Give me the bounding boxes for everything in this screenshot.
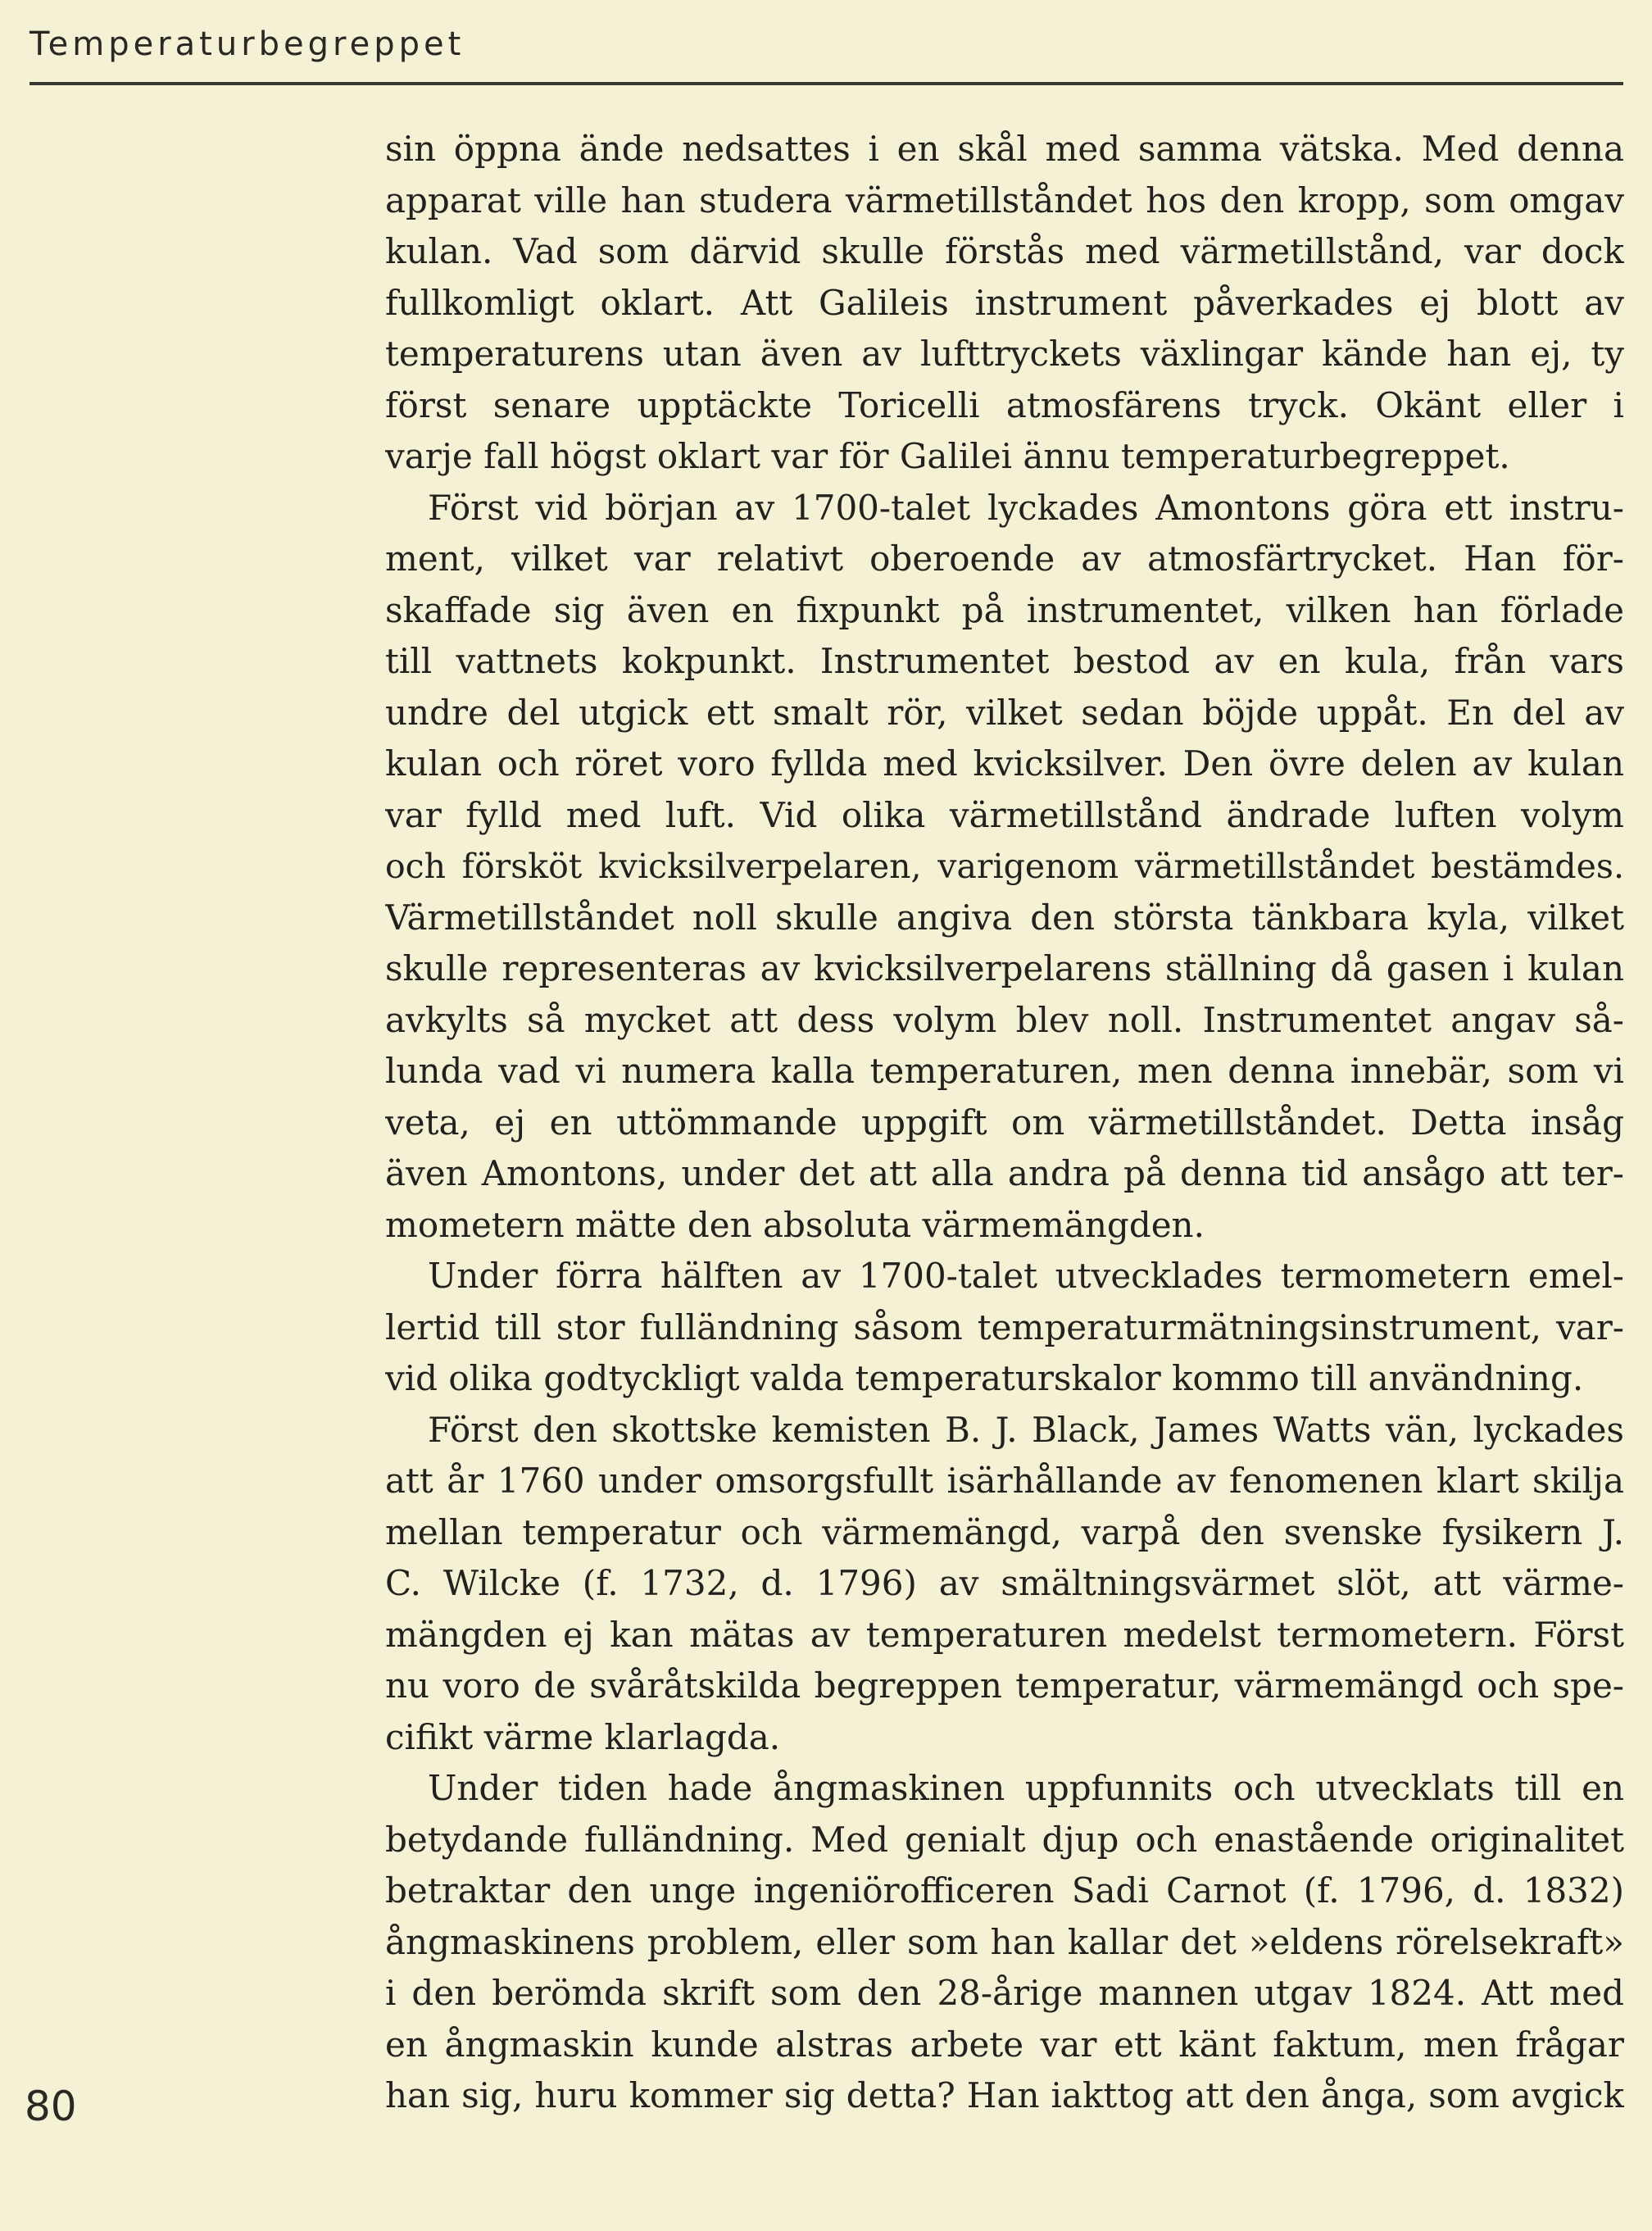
- text-line: apparat ville han studera värmetillståndet hos den kropp, som omgav: [385, 179, 1624, 220]
- text-line: först senare upptäckte Toricelli atmosfärens tryck. Okänt eller i: [385, 384, 1624, 425]
- text-line: C. Wilcke (f. 1732, d. 1796) av smältningsvärmet slöt, att värme-: [385, 1563, 1624, 1603]
- text-line: kulan och röret voro fyllda med kvicksilver. Den övre delen av kulan: [385, 743, 1624, 784]
- text-line: avkylts så mycket att dess volym blev noll. Instrumentet angav så-: [385, 999, 1624, 1040]
- text-line: ment, vilket var relativt oberoende av atmosfärtrycket. Han för-: [385, 538, 1624, 579]
- text-line: Först den skottske kemisten B. J. Black, James Watts vän, lyckades: [428, 1409, 1624, 1450]
- text-line: betydande fulländning. Med genialt djup och enastående originalitet: [385, 1819, 1624, 1860]
- text-line: Under förra hälften av 1700-talet utvecklades termometern emel-: [428, 1256, 1624, 1296]
- text-line: fullkomligt oklart. Att Galileis instrument påverkades ej blott av: [385, 282, 1624, 323]
- header-rule: [30, 82, 1623, 85]
- text-line: Värmetillståndet noll skulle angiva den största tänkbara kyla, vilket: [385, 897, 1624, 938]
- text-line: temperaturens utan även av lufttryckets växlingar kände han ej, ty: [385, 334, 1624, 374]
- paragraph: [385, 1763, 1624, 2122]
- text-line: skaffade sig även en fixpunkt på instrumentet, vilken han förlade: [385, 589, 1624, 630]
- text-line: nu voro de svåråtskilda begreppen temperatur, värmemängd och spe-: [385, 1665, 1624, 1706]
- text-line: han sig, huru kommer sig detta? Han iakttog att den ånga, som avgick: [385, 2075, 1624, 2115]
- paragraph: [385, 124, 1624, 483]
- text-line: mellan temperatur och värmemängd, varpå den svenske fysikern J.: [385, 1511, 1624, 1552]
- text-line: cifikt värme klarlagda.: [385, 1716, 781, 1757]
- text-line: betraktar den unge ingeniörofficeren Sadi Carnot (f. 1796, d. 1832): [385, 1870, 1624, 1911]
- text-line: en ångmaskin kunde alstras arbete var ett känt faktum, men frågar: [385, 2024, 1624, 2065]
- text-line: kulan. Vad som därvid skulle förstås med värmetillstånd, var dock: [385, 231, 1624, 271]
- text-line: mometern mätte den absoluta värmemängden.: [385, 1204, 1205, 1245]
- text-line: lertid till stor fulländning såsom temperaturmätningsinstrument, var-: [385, 1306, 1624, 1347]
- text-line: vid olika godtyckligt valda temperaturskalor kommo till användning.: [385, 1358, 1584, 1398]
- text-line: Först vid början av 1700-talet lyckades Amontons göra ett instru-: [428, 487, 1624, 528]
- page-number: 80: [25, 2083, 77, 2130]
- text-line: Under tiden hade ångmaskinen uppfunnits och utvecklats till en: [428, 1768, 1624, 1808]
- text-line: ångmaskinens problem, eller som han kallar det »eldens rörelsekraft»: [385, 1921, 1624, 1962]
- text-line: och försköt kvicksilverpelaren, varigenom värmetillståndet bestämdes.: [385, 847, 1624, 886]
- text-line: veta, ej en uttömmande uppgift om värmetillståndet. Detta insåg: [385, 1102, 1624, 1143]
- text-line: att år 1760 under omsorgsfullt isärhållande av fenomenen klart skilja: [385, 1461, 1624, 1501]
- text-line: till vattnets kokpunkt. Instrumentet bestod av en kula, från vars: [385, 641, 1624, 681]
- text-line: sin öppna ände nedsattes i en skål med samma vätska. Med denna: [385, 129, 1624, 169]
- running-header: Temperaturbegreppet: [30, 25, 465, 63]
- text-line: lunda vad vi numera kalla temperaturen, men denna innebär, som vi: [385, 1051, 1624, 1091]
- text-line: även Amontons, under det att alla andra på denna tid ansågo att ter-: [385, 1153, 1624, 1193]
- text-line: i den berömda skrift som den 28-årige mannen utgav 1824. Att med: [385, 1973, 1624, 2013]
- text-line: var fylld med luft. Vid olika värmetillstånd ändrade luften volym: [385, 794, 1624, 835]
- paragraph: [385, 1405, 1624, 1764]
- text-line: undre del utgick ett smalt rör, vilket sedan böjde uppåt. En del av: [385, 692, 1624, 733]
- paragraph: [385, 483, 1624, 1252]
- text-line: mängden ej kan mätas av temperaturen medelst termometern. Först: [385, 1614, 1624, 1655]
- body-text: [385, 124, 1624, 2122]
- text-line: skulle representeras av kvicksilverpelarens ställning då gasen i kulan: [385, 948, 1624, 988]
- paragraph: [385, 1251, 1624, 1405]
- text-line: varje fall högst oklart var för Galilei ännu temperaturbegreppet.: [385, 436, 1510, 476]
